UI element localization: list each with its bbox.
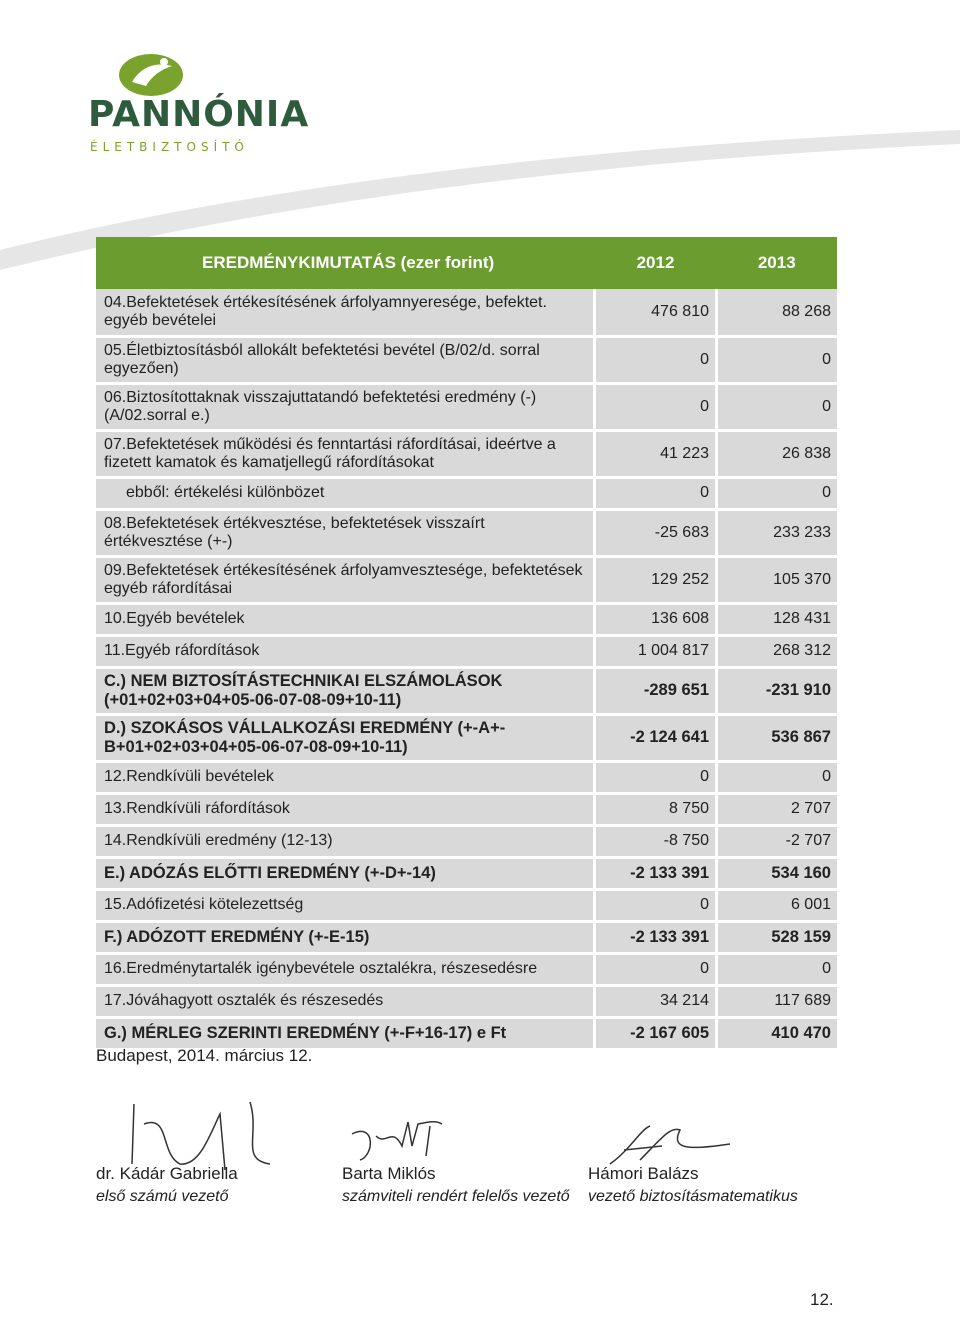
value-2013: 534 160 xyxy=(717,857,838,889)
table-row xyxy=(96,336,837,383)
row-label: 04.Befektetések értékesítésének árfolyamnyeresége, befektet. egyéb bevételei xyxy=(96,289,595,336)
signatory-role: számviteli rendért felelős vezető xyxy=(342,1188,570,1205)
value-2013: 6 001 xyxy=(717,889,838,921)
value-2012: -8 750 xyxy=(595,825,717,857)
row-label: 13.Rendkívüli ráfordítások xyxy=(96,793,595,825)
table-row xyxy=(96,889,837,921)
table-row xyxy=(96,825,837,857)
row-label: 14.Rendkívüli eredmény (12-13) xyxy=(96,825,595,857)
row-label: 07.Befektetések működési és fenntartási ráfordításai, ideértve a fizetett kamatok és kamatjellegű ráfordításokat xyxy=(96,430,595,477)
row-label: 09.Befektetések értékesítésének árfolyamvesztesége, befektetések egyéb ráfordításai xyxy=(96,556,595,603)
value-2012: 8 750 xyxy=(595,793,717,825)
value-2012: 0 xyxy=(595,336,717,383)
value-2013: 268 312 xyxy=(717,635,838,667)
row-label: 16.Eredménytartalék igénybevétele osztalékra, részesedésre xyxy=(96,953,595,985)
value-2013: 105 370 xyxy=(717,556,838,603)
value-2013: 0 xyxy=(717,761,838,793)
signature-hamori xyxy=(600,1120,740,1170)
value-2013: 0 xyxy=(717,953,838,985)
column-header-2013: 2013 xyxy=(757,253,796,272)
value-2012: -289 651 xyxy=(595,667,717,714)
value-2012: -25 683 xyxy=(595,509,717,556)
value-2012: 136 608 xyxy=(595,603,717,635)
logo-subtitle: ÉLETBIZTOSÍTÓ xyxy=(90,140,249,154)
value-2012: 129 252 xyxy=(595,556,717,603)
row-label: ebből: értékelési különbözet xyxy=(96,477,595,509)
value-2013: 117 689 xyxy=(717,985,838,1017)
value-2013: 0 xyxy=(717,383,838,430)
value-2013: 26 838 xyxy=(717,430,838,477)
value-2013: 536 867 xyxy=(717,714,838,761)
table-row xyxy=(96,985,837,1017)
table-row xyxy=(96,921,837,953)
signatory-3 xyxy=(588,1164,798,1206)
value-2012: 41 223 xyxy=(595,430,717,477)
value-2012: 0 xyxy=(595,383,717,430)
signatory-role: első számú vezető xyxy=(96,1188,229,1205)
value-2012: 0 xyxy=(595,477,717,509)
signatory-role: vezető biztosításmatematikus xyxy=(588,1188,798,1205)
signature-kadar xyxy=(110,1094,280,1174)
table-row xyxy=(96,383,837,430)
row-label: 17.Jóváhagyott osztalék és részesedés xyxy=(96,985,595,1017)
value-2013: 2 707 xyxy=(717,793,838,825)
value-2013: -231 910 xyxy=(717,667,838,714)
row-label: C.) NEM BIZTOSÍTÁSTECHNIKAI ELSZÁMOLÁSOK (+01+02+03+04+05-06-07-08-09+10-11) xyxy=(96,667,595,714)
row-label: 05.Életbiztosításból allokált befektetési bevétel (B/02/d. sorral egyezően) xyxy=(96,336,595,383)
income-statement-table xyxy=(96,237,837,1051)
value-2013: 0 xyxy=(717,336,838,383)
table-row xyxy=(96,289,837,336)
table-row xyxy=(96,1017,837,1049)
row-label: F.) ADÓZOTT EREDMÉNY (+-E-15) xyxy=(96,921,595,953)
table-body xyxy=(96,289,837,1049)
value-2012: 476 810 xyxy=(595,289,717,336)
signatory-2 xyxy=(342,1164,570,1206)
signatory-name: Hámori Balázs xyxy=(588,1164,699,1183)
place-date: Budapest, 2014. március 12. xyxy=(96,1046,313,1065)
logo-name: PANNÓNIA xyxy=(88,94,310,135)
table-row xyxy=(96,603,837,635)
signatory-name: dr. Kádár Gabriella xyxy=(96,1164,238,1183)
value-2013: 233 233 xyxy=(717,509,838,556)
row-label: 12.Rendkívüli bevételek xyxy=(96,761,595,793)
value-2012: 0 xyxy=(595,889,717,921)
value-2012: 0 xyxy=(595,953,717,985)
row-label: 06.Biztosítottaknak visszajuttatandó befektetési eredmény (-) (A/02.sorral e.) xyxy=(96,383,595,430)
row-label: 08.Befektetések értékvesztése, befektetések visszaírt értékvesztése (+-) xyxy=(96,509,595,556)
table-row xyxy=(96,953,837,985)
table-row xyxy=(96,556,837,603)
value-2013: -2 707 xyxy=(717,825,838,857)
value-2012: -2 133 391 xyxy=(595,921,717,953)
value-2013: 88 268 xyxy=(717,289,838,336)
table-row xyxy=(96,793,837,825)
table-header xyxy=(96,237,837,289)
logo-runner-icon xyxy=(116,52,186,98)
table-row xyxy=(96,635,837,667)
value-2012: -2 124 641 xyxy=(595,714,717,761)
table-row xyxy=(96,509,837,556)
value-2012: 34 214 xyxy=(595,985,717,1017)
value-2013: 0 xyxy=(717,477,838,509)
column-header-2012: 2012 xyxy=(636,253,675,272)
value-2012: 1 004 817 xyxy=(595,635,717,667)
table-row xyxy=(96,857,837,889)
value-2012: -2 167 605 xyxy=(595,1017,717,1049)
table-row xyxy=(96,430,837,477)
table-row xyxy=(96,667,837,714)
value-2013: 410 470 xyxy=(717,1017,838,1049)
signatory-1 xyxy=(96,1164,238,1206)
table-row xyxy=(96,714,837,761)
row-label: 11.Egyéb ráfordítások xyxy=(96,635,595,667)
signatory-name: Barta Miklós xyxy=(342,1164,436,1183)
row-label: 15.Adófizetési kötelezettség xyxy=(96,889,595,921)
value-2012: -2 133 391 xyxy=(595,857,717,889)
value-2012: 0 xyxy=(595,761,717,793)
table-title: EREDMÉNYKIMUTATÁS (ezer forint) xyxy=(202,253,495,272)
row-label: E.) ADÓZÁS ELŐTTI EREDMÉNY (+-D+-14) xyxy=(96,857,595,889)
table-row xyxy=(96,477,837,509)
value-2013: 528 159 xyxy=(717,921,838,953)
row-label: G.) MÉRLEG SZERINTI EREDMÉNY (+-F+16-17) e Ft xyxy=(96,1017,595,1049)
row-label: D.) SZOKÁSOS VÁLLALKOZÁSI EREDMÉNY (+-A+-B+01+02+03+04+05-06-07-08-09+10-11) xyxy=(96,714,595,761)
row-label: 10.Egyéb bevételek xyxy=(96,603,595,635)
table-row xyxy=(96,761,837,793)
page-number: 12. xyxy=(810,1290,834,1309)
company-logo xyxy=(88,52,310,154)
value-2013: 128 431 xyxy=(717,603,838,635)
